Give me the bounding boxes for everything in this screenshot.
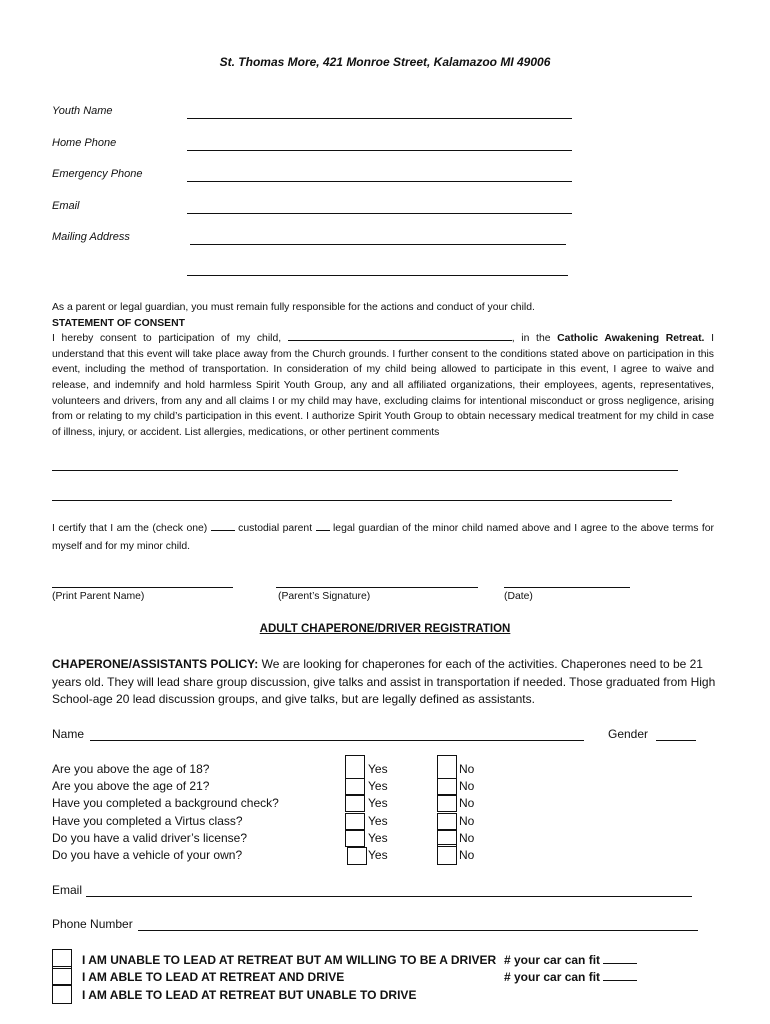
no-label: No bbox=[459, 831, 475, 845]
question-row bbox=[52, 847, 482, 864]
input-line[interactable] bbox=[187, 150, 572, 151]
no-checkbox[interactable] bbox=[437, 844, 457, 865]
car-fit-label: # your car can fit bbox=[504, 970, 601, 984]
option-text: I AM UNABLE TO LEAD AT RETREAT BUT AM WILLING TO BE A DRIVER bbox=[82, 953, 497, 967]
question-row bbox=[52, 778, 482, 795]
no-checkbox[interactable] bbox=[437, 778, 457, 795]
email-field[interactable] bbox=[52, 200, 572, 216]
name-input-line[interactable] bbox=[90, 740, 584, 741]
question-row bbox=[52, 761, 482, 778]
chaperone-email-row bbox=[52, 883, 692, 899]
consent-text-mid: , in the bbox=[511, 333, 551, 345]
option-checkbox[interactable] bbox=[52, 966, 72, 986]
section-title: ADULT CHAPERONE/DRIVER REGISTRATION bbox=[259, 623, 511, 635]
policy-text: We are looking for chaperones for each of the activities. Chaperones need to be 21 years old. They will lead share group discussion, give talks and assist in transportation if needed. Those graduated from High School-age 20 lead discussion groups, and give talks, but are legally defined as assistants. bbox=[52, 657, 716, 706]
yes-checkbox[interactable] bbox=[345, 755, 365, 779]
yes-label: Yes bbox=[368, 831, 388, 845]
question-text: Are you above the age of 21? bbox=[52, 779, 210, 793]
yes-label: Yes bbox=[368, 848, 388, 862]
no-checkbox[interactable] bbox=[437, 813, 457, 830]
emergency-phone-field[interactable] bbox=[52, 168, 572, 184]
question-row bbox=[52, 830, 482, 847]
car-fit-input[interactable] bbox=[603, 970, 637, 981]
print-name-line[interactable] bbox=[52, 587, 233, 588]
field-label: Home Phone bbox=[52, 137, 117, 149]
question-text: Have you completed a Virtus class? bbox=[52, 814, 243, 828]
no-checkbox[interactable] bbox=[437, 755, 457, 779]
youth-name-field[interactable] bbox=[52, 105, 572, 121]
option-text: I AM ABLE TO LEAD AT RETREAT BUT UNABLE TO DRIVE bbox=[82, 988, 417, 1002]
parent-signature-line[interactable] bbox=[276, 587, 478, 588]
car-fit-input[interactable] bbox=[603, 953, 637, 964]
phone-label: Phone Number bbox=[52, 917, 133, 931]
email-input-line[interactable] bbox=[86, 896, 692, 897]
mailing-address-line-2[interactable] bbox=[187, 275, 568, 276]
yes-checkbox[interactable] bbox=[345, 778, 365, 795]
no-label: No bbox=[459, 814, 475, 828]
certify-text-c: legal guardian of the minor child named above and I agree to the above terms for myself and for my minor child. bbox=[52, 523, 714, 552]
date-label: (Date) bbox=[504, 591, 533, 602]
print-name-label: (Print Parent Name) bbox=[52, 591, 145, 602]
field-label: Youth Name bbox=[52, 105, 113, 117]
comments-line-1[interactable] bbox=[52, 470, 678, 471]
question-row bbox=[52, 795, 482, 812]
consent-paragraph bbox=[52, 331, 714, 440]
yes-checkbox[interactable] bbox=[345, 813, 365, 830]
certify-text-b: custodial parent bbox=[238, 523, 313, 534]
input-line[interactable] bbox=[190, 244, 566, 245]
consent-heading: STATEMENT OF CONSENT bbox=[52, 317, 185, 329]
consent-text-start: I hereby consent to participation of my child, bbox=[52, 333, 282, 345]
option-row bbox=[52, 952, 652, 970]
field-label: Emergency Phone bbox=[52, 168, 143, 180]
consent-block bbox=[52, 300, 714, 440]
yes-label: Yes bbox=[368, 779, 388, 793]
yes-label: Yes bbox=[368, 796, 388, 810]
consent-text-rest: I understand that this event will take place away from the Church grounds. I further consent to the conditions stated above on participation in this event, including the method of transportation. In consideration of my child being allowed to participate in this event, I agree to waive and release, and indemnify and hold harmless Spirit Youth Group, any and all affiliated organizations, their employees, agents, representatives, volunteers and drivers, from any and all claims I or my child may have, excluding claims for intentional misconduct or gross negligence, arising from or relating to my child’s participation in this event. I authorize Spirit Youth Group to obtain necessary medical treatment for my child in case of illness, injury, or accident. List allergies, medications, or other pertinent comments bbox=[52, 333, 714, 438]
mailing-address-field[interactable] bbox=[52, 231, 572, 247]
parent-signature-label: (Parent’s Signature) bbox=[278, 591, 371, 602]
input-line[interactable] bbox=[187, 213, 572, 214]
gender-input-line[interactable] bbox=[656, 740, 696, 741]
gender-label: Gender bbox=[608, 727, 649, 741]
yes-checkbox[interactable] bbox=[347, 847, 367, 865]
custodial-parent-check[interactable] bbox=[211, 521, 235, 531]
legal-guardian-check[interactable] bbox=[316, 521, 330, 531]
option-row bbox=[52, 969, 652, 987]
input-line[interactable] bbox=[187, 118, 572, 119]
no-label: No bbox=[459, 848, 475, 862]
field-label: Mailing Address bbox=[52, 231, 130, 243]
email-label: Email bbox=[52, 883, 83, 897]
option-checkbox[interactable] bbox=[52, 984, 72, 1004]
no-label: No bbox=[459, 779, 475, 793]
no-checkbox[interactable] bbox=[437, 795, 457, 812]
date-line[interactable] bbox=[504, 587, 630, 588]
question-text: Do you have a vehicle of your own? bbox=[52, 848, 243, 862]
question-text: Do you have a valid driver’s license? bbox=[52, 831, 247, 845]
option-row bbox=[52, 987, 652, 1005]
comments-line-2[interactable] bbox=[52, 500, 672, 501]
question-row bbox=[52, 813, 482, 830]
question-text: Have you completed a background check? bbox=[52, 796, 279, 810]
yes-label: Yes bbox=[368, 814, 388, 828]
field-label: Email bbox=[52, 200, 80, 212]
home-phone-field[interactable] bbox=[52, 137, 572, 153]
event-name: Catholic Awakening Retreat. bbox=[557, 333, 705, 345]
form-header: St. Thomas More, 421 Monroe Street, Kalamazoo MI 49006 bbox=[219, 55, 551, 69]
chaperone-name-row bbox=[52, 727, 698, 741]
yes-label: Yes bbox=[368, 762, 388, 776]
policy-label: CHAPERONE/ASSISTANTS POLICY: bbox=[52, 657, 259, 671]
question-text: Are you above the age of 18? bbox=[52, 762, 210, 776]
car-fit bbox=[504, 953, 637, 967]
car-fit bbox=[504, 970, 637, 984]
option-text: I AM ABLE TO LEAD AT RETREAT AND DRIVE bbox=[82, 970, 345, 984]
no-label: No bbox=[459, 762, 475, 776]
yes-checkbox[interactable] bbox=[345, 795, 365, 812]
consent-intro: As a parent or legal guardian, you must remain fully responsible for the actions and conduct of your child. bbox=[52, 302, 535, 313]
certify-block bbox=[52, 520, 714, 556]
name-label: Name bbox=[52, 727, 85, 741]
certify-text-a: I certify that I am the (check one) bbox=[52, 523, 208, 534]
chaperone-phone-row bbox=[52, 917, 698, 933]
chaperone-policy bbox=[52, 656, 716, 709]
car-fit-label: # your car can fit bbox=[504, 953, 601, 967]
input-line[interactable] bbox=[187, 181, 572, 182]
yes-checkbox[interactable] bbox=[345, 830, 365, 847]
no-label: No bbox=[459, 796, 475, 810]
child-name-blank[interactable] bbox=[288, 331, 512, 341]
phone-input-line[interactable] bbox=[138, 930, 698, 931]
